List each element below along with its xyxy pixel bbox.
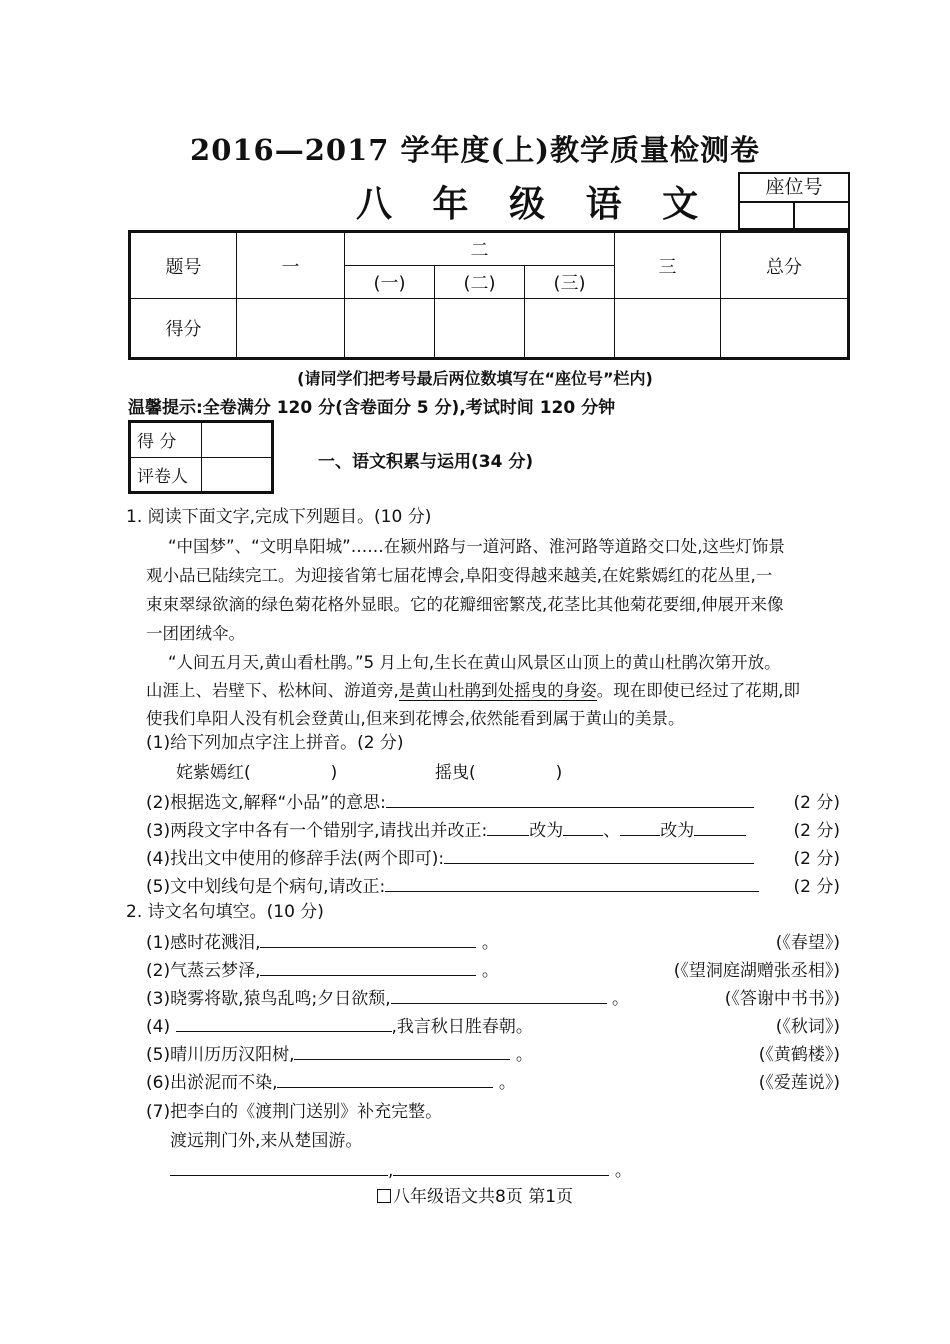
period: 。 bbox=[614, 1161, 632, 1181]
passage-text: 。现在即使已经过了花期,即 bbox=[596, 681, 800, 700]
passage-text: 山涯上、岩壁下、松林间、游道旁, bbox=[146, 681, 399, 700]
poem-pre: (3)晓雾将歇,猿鸟乱鸣;夕日欲颓, bbox=[146, 989, 391, 1009]
poem-line: 渡远荆门外,来从楚国游。 bbox=[170, 1131, 363, 1151]
col-two: 二 bbox=[345, 233, 615, 266]
poem-post: 。 bbox=[612, 989, 630, 1009]
poem-post: 。 bbox=[481, 933, 499, 953]
separator: 、 bbox=[603, 821, 621, 841]
col-total: 总分 bbox=[721, 233, 848, 299]
answer-blank[interactable] bbox=[391, 1002, 607, 1004]
grader-score-cell[interactable] bbox=[202, 423, 272, 458]
grader-reviewer-label: 评卷人 bbox=[131, 457, 202, 492]
points: (2 分) bbox=[793, 849, 840, 869]
section-1-title: 一、语文积累与运用(34 分) bbox=[318, 452, 534, 472]
answer-blank[interactable] bbox=[694, 834, 746, 836]
subject-title: 八 年 级 语 文 bbox=[356, 183, 713, 225]
poem-post: ,我言秋日胜春朝。 bbox=[391, 1017, 533, 1037]
seat-number-label: 座位号 bbox=[740, 174, 848, 203]
points: (2 分) bbox=[793, 793, 840, 813]
col-three: 三 bbox=[615, 233, 721, 299]
row-label-score: 得分 bbox=[131, 299, 237, 358]
col-one: 一 bbox=[237, 233, 345, 299]
poem-item bbox=[146, 956, 840, 981]
poem-pre: (4) bbox=[146, 1017, 171, 1037]
q1-sub1: (1)给下列加点字注上拼音。(2 分) bbox=[146, 733, 404, 753]
pinyin-close: ) bbox=[555, 763, 563, 783]
pinyin-input[interactable] bbox=[251, 777, 331, 778]
poem-source: (《黄鹤楼》) bbox=[758, 1045, 840, 1065]
passage-line: 束束翠绿欲滴的绿色菊花格外显眼。它的花瓣细密繁茂,花茎比其他菊花要细,伸展开来像 bbox=[146, 595, 784, 614]
seat-number-box[interactable] bbox=[738, 172, 850, 230]
poem-pre: (5)晴川历历汉阳树, bbox=[146, 1045, 295, 1065]
poem-item bbox=[146, 984, 840, 1009]
answer-blank[interactable] bbox=[386, 806, 754, 808]
q1-sub5 bbox=[146, 872, 840, 897]
poem-source: (《秋词》) bbox=[775, 1017, 840, 1037]
pinyin-input[interactable] bbox=[476, 777, 556, 778]
poem-post: 。 bbox=[515, 1045, 533, 1065]
passage-line: 一团团绒伞。 bbox=[146, 624, 245, 643]
grader-reviewer-cell[interactable] bbox=[202, 457, 272, 492]
page-footer bbox=[0, 1182, 950, 1207]
grader-box bbox=[128, 420, 274, 494]
poem-source: (《答谢中书书》) bbox=[724, 989, 840, 1009]
points: (2 分) bbox=[793, 877, 840, 897]
q1-sub2-text: (2)根据选文,解释“小品”的意思: bbox=[146, 793, 386, 813]
answer-blank[interactable] bbox=[260, 946, 476, 948]
underlined-sentence: 是黄山杜鹃到处摇曳的身姿 bbox=[398, 681, 597, 700]
score-table bbox=[128, 230, 850, 360]
answer-blank[interactable] bbox=[260, 974, 476, 976]
change-label: 改为 bbox=[529, 821, 564, 841]
sub-col-2: (二) bbox=[435, 266, 525, 299]
score-cell[interactable] bbox=[345, 299, 435, 358]
poem-item bbox=[146, 1012, 840, 1037]
poem-pre: (6)出淤泥而不染, bbox=[146, 1073, 278, 1093]
answer-blank[interactable] bbox=[170, 1174, 388, 1176]
poem-source: (《爱莲说》) bbox=[758, 1073, 840, 1093]
passage-line: “人间五月天,黄山看杜鹃。”5 月上旬,生长在黄山风景区山顶上的黄山杜鹃次第开放。 bbox=[168, 653, 781, 672]
poem-item bbox=[146, 1068, 840, 1093]
answer-blank[interactable] bbox=[385, 890, 759, 892]
pinyin-item-2 bbox=[435, 758, 562, 783]
grader-score-label: 得 分 bbox=[131, 423, 202, 458]
passage-line: “中国梦”、“文明阜阳城”……在颍州路与一道河路、淮河路等道路交口处,这些灯饰景 bbox=[168, 537, 785, 556]
q1-sub4-text: (4)找出文中使用的修辞手法(两个即可): bbox=[146, 849, 445, 869]
pinyin-close: ) bbox=[330, 763, 338, 783]
answer-blank[interactable] bbox=[277, 1086, 493, 1088]
pinyin-item-1 bbox=[176, 758, 337, 783]
q1-sub3 bbox=[146, 816, 840, 841]
poem-pre: (1)感时花溅泪, bbox=[146, 933, 261, 953]
seat-note: (请同学们把考号最后两位数填写在“座位号”栏内) bbox=[297, 369, 653, 388]
pinyin-word: 摇曳( bbox=[435, 763, 476, 783]
q1-sub2 bbox=[146, 788, 840, 813]
poem-source: (《望洞庭湖赠张丞相》) bbox=[673, 961, 840, 981]
poem-post: 。 bbox=[481, 961, 499, 981]
pinyin-word: 姹紫嫣红( bbox=[176, 763, 251, 783]
q2-sub7: (7)把李白的《渡荆门送别》补充完整。 bbox=[146, 1102, 443, 1122]
poem-post: 。 bbox=[498, 1073, 516, 1093]
points: (2 分) bbox=[793, 821, 840, 841]
poem-item bbox=[146, 928, 840, 953]
q1-sub4 bbox=[146, 844, 840, 869]
answer-blank[interactable] bbox=[294, 1058, 510, 1060]
sub-col-1: (一) bbox=[345, 266, 435, 299]
passage-line: 使我们阜阳人没有机会登黄山,但来到花博会,依然能看到属于黄山的美景。 bbox=[146, 709, 685, 728]
answer-blank[interactable] bbox=[620, 834, 660, 836]
q2-title: 2. 诗文名句填空。(10 分) bbox=[126, 902, 324, 922]
poem-completion bbox=[170, 1156, 632, 1181]
score-cell[interactable] bbox=[525, 299, 615, 358]
passage-line: 观小品已陆续完工。为迎接省第七届花博会,阜阳变得越来越美,在姹紫嫣红的花丛里,一 bbox=[146, 566, 773, 585]
score-cell[interactable] bbox=[435, 299, 525, 358]
score-cell[interactable] bbox=[721, 299, 848, 358]
answer-blank[interactable] bbox=[393, 1174, 609, 1176]
q1-sub3-text: (3)两段文字中各有一个错别字,请找出并改正: bbox=[146, 821, 488, 841]
answer-blank[interactable] bbox=[563, 834, 603, 836]
poem-pre: (2)气蒸云梦泽, bbox=[146, 961, 261, 981]
q1-title: 1. 阅读下面文字,完成下列题目。(10 分) bbox=[126, 507, 432, 527]
comma: , bbox=[388, 1161, 394, 1181]
answer-blank[interactable] bbox=[176, 1030, 392, 1032]
exam-tip: 温馨提示:全卷满分 120 分(含卷面分 5 分),考试时间 120 分钟 bbox=[128, 398, 616, 418]
poem-item bbox=[146, 1040, 840, 1065]
passage-line bbox=[146, 677, 800, 701]
exam-title: 2016—2017 学年度(上)教学质量检测卷 bbox=[190, 133, 760, 167]
footer-text: 八年级语文共8页 第1页 bbox=[392, 1187, 574, 1207]
score-cell[interactable] bbox=[615, 299, 721, 358]
row-label-number: 题号 bbox=[131, 233, 237, 299]
poem-source: (《春望》) bbox=[775, 933, 840, 953]
q1-sub5-text: (5)文中划线句是个病句,请改正: bbox=[146, 877, 386, 897]
answer-blank[interactable] bbox=[444, 862, 754, 864]
sub-col-3: (三) bbox=[525, 266, 615, 299]
change-label: 改为 bbox=[660, 821, 695, 841]
score-cell[interactable] bbox=[237, 299, 345, 358]
answer-blank[interactable] bbox=[487, 834, 529, 836]
seat-digit-2[interactable] bbox=[795, 203, 848, 228]
seat-digit-1[interactable] bbox=[740, 203, 795, 228]
checkbox-icon bbox=[377, 1189, 391, 1203]
